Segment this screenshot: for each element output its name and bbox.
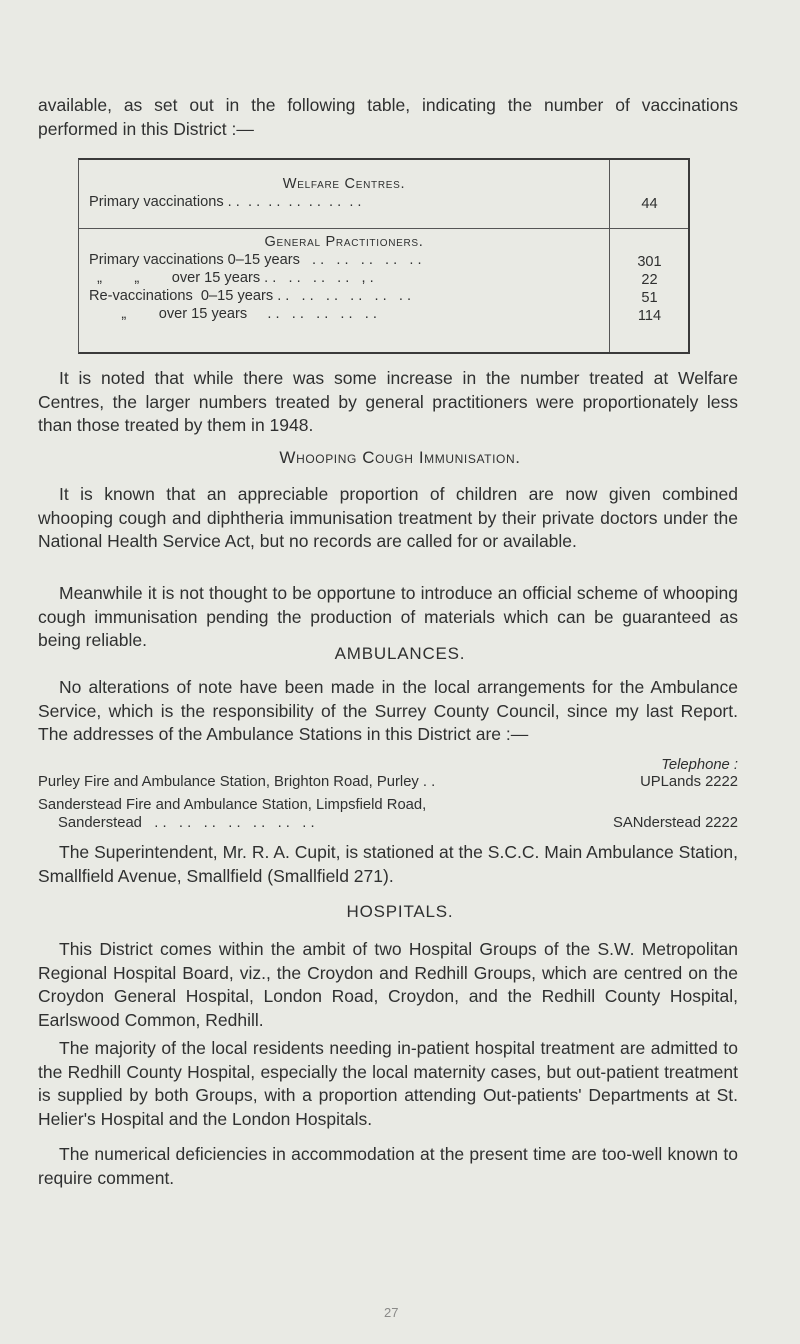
station-purley: Purley Fire and Ambulance Station, Brighton Road, Purley . . (38, 774, 436, 790)
ambulances-paragraph-2: The Superintendent, Mr. R. A. Cupit, is stationed at the S.C.C. Main Ambulance Station, Smallfield Avenue, Smallfield (Smallfield 271). (38, 842, 738, 886)
vaccination-table (78, 158, 690, 354)
table-row-value: 44 (641, 196, 658, 212)
hospitals-paragraph-1: This District comes within the ambit of two Hospital Groups of the S.W. Metropolitan Regional Hospital Board, viz., the Croydon and Redhill Groups, which are centred on the Croydon General Hospital, London Road, Croydon, and the Redhill County Hospital, Earlswood Common, Redhill. (38, 939, 738, 1030)
table-row-label: Primary vaccinations . . . . . . . . . . . . . . (89, 194, 362, 210)
table-row-value: 301 (637, 254, 662, 270)
page-number: 27 (384, 1305, 399, 1320)
telephone-label: Telephone : (661, 757, 738, 773)
whooping-paragraph-1: It is known that an appreciable proportion of children are now given combined whooping cough and diphtheria immunisation treatment by their private doctors under the National Health Service Act, but no records are called for or available. (38, 484, 738, 552)
welfare-centres-heading: Welfare Centres. (282, 176, 406, 192)
table-row-value: 51 (641, 290, 658, 306)
table-row-value: 22 (641, 272, 658, 288)
hospitals-paragraph-2: The majority of the local residents needing in-patient hospital treatment are admitted to the Redhill County Hospital, especially the local maternity cases, but out-patient treatment is supplied by both Groups, with a proportion attending Out-patients' Departments at St. Helier's Hospital and the London Hospitals. (38, 1038, 738, 1129)
whooping-cough-heading: Whooping Cough Immunisation. (279, 448, 521, 467)
table-row-label: „ „ over 15 years . . . . . . . . , . (89, 270, 374, 286)
noted-paragraph: It is noted that while there was some increase in the number treated at Welfare Centres, the larger numbers treated by general practitioners were proportionately less than those treated by them in 1948. (38, 368, 738, 436)
station-sanderstead-telephone: SANderstead 2222 (612, 815, 738, 831)
table-section-divider (79, 228, 688, 229)
whooping-paragraph-2: Meanwhile it is not thought to be opportune to introduce an official scheme of whooping cough immunisation pending the production of materials which can be guaranteed as being reliable. (38, 583, 738, 651)
hospitals-heading: HOSPITALS. (346, 902, 454, 921)
table-row-label: „ over 15 years . . . . . . . . . . (89, 306, 377, 322)
general-practitioners-heading: General Practitioners. (264, 234, 424, 250)
table-row-label: Re-vaccinations 0–15 years . . . . . . . . . . . . (89, 288, 411, 304)
station-purley-telephone: UPLands 2222 (640, 774, 738, 790)
station-sanderstead-line2: Sanderstead . . . . . . . . . . . . . . (58, 815, 315, 831)
ambulances-heading: AMBULANCES. (334, 644, 466, 663)
hospitals-paragraph-3: The numerical deficiencies in accommodation at the present time are too-well known to require comment. (38, 1144, 738, 1188)
intro-paragraph: available, as set out in the following table, indicating the number of vaccinations performed in this District :— (38, 95, 738, 139)
ambulances-paragraph-1: No alterations of note have been made in the local arrangements for the Ambulance Service, which is the responsibility of the Surrey County Council, since my last Report. The addresses of the Ambulance Stations in this District are :— (38, 677, 738, 745)
station-sanderstead-line1: Sanderstead Fire and Ambulance Station, Limpsfield Road, (38, 797, 427, 813)
table-row-value: 114 (637, 308, 662, 324)
table-row-label: Primary vaccinations 0–15 years . . . . . . . . . . (89, 252, 422, 268)
